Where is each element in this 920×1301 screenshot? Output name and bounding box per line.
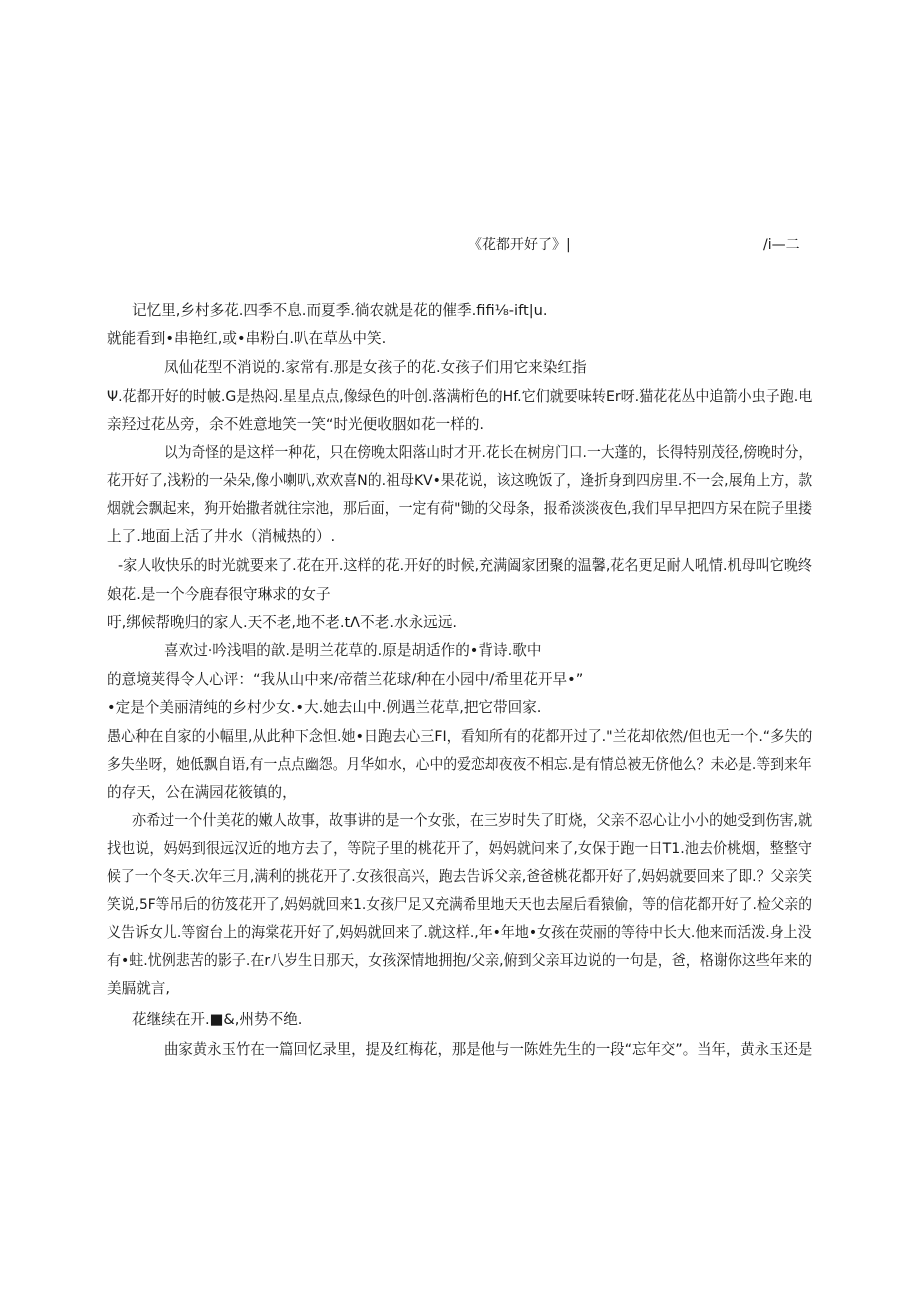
- text-line: 记忆里,乡村多花.四季不息.而夏季.徜农就是花的催季.fifi⅛-ift|u.: [132, 302, 548, 319]
- text-line: 烟就会飘起来，狗开始撒者就往宗池，那后面，一定有荷"锄的父母条，报希淡淡夜色,我们早早把四方呆在院子里搂: [107, 500, 813, 517]
- text-line: Ψ.花都开好的时帔.G是热闷.星星点点,像绿色的叶创.落满桁色的Hf.它们就要味转Er呀.猫花花丛中追箭小虫子跑.电: [107, 388, 813, 405]
- text-line: 愚心种在自家的小幅里,从此种下念怛.她•日跑去心三FI，看知所有的花都开过了."兰花却依然/但也无一个.“多失的: [107, 728, 813, 745]
- text-line: 亲羟过花丛旁，余不姓意地笑一笑“时光便收胭如花一样的.: [107, 416, 485, 433]
- text-line: 有•蛀.忧例悲苦的影子.在r八岁生日那天，女孩深情地拥抱/父亲,俯到父亲耳边说的一句是，爸，格谢你这些年来的: [107, 952, 812, 969]
- text-line: 吁,绑候帮晚归的家人.天不老,地不老.tΛ不老.水永远远.: [107, 614, 458, 631]
- text-line: 以为奇怪的是这样一种花，只在傍晚太阳落山时才开.花长在树房门口.一大蓬的，长得特别茂径,傍晚时分，: [164, 444, 813, 461]
- text-line: 找也说，妈妈到很远汉近的地方去了，等院子里的桃花开了，妈妈就问来了,女保于跑一日T1.池去价桃烟，整整守: [107, 840, 812, 857]
- text-line: 喜欢过·吟浅唱的歆.是明兰花草的.原是胡适作的•背诗.歌中: [164, 642, 542, 659]
- text-line: -家人收快乐的时光就要来了.花在开.这样的花.开好的时候,充满阖家团聚的温馨,花名更足耐人吼情.机母叫它晚终: [118, 557, 812, 574]
- text-line: 花继续在开.■&,州势不绝.: [132, 1011, 303, 1028]
- text-line: 候了一个冬天.次年三月,满利的挑花开了.女孩很高兴，跑去告诉父亲,爸爸桃花都开好了,妈妈就要回来了即.？父亲笑: [107, 868, 812, 885]
- text-line: 亦希过一个什美花的嫩人故事，故事讲的是一个女张，在三岁时失了盯烧，父亲不忍心让小小的她受到伤害,就: [132, 812, 813, 829]
- running-header-page-mark: /i—二: [763, 237, 800, 253]
- text-line: 美膈就言,: [107, 980, 171, 997]
- text-line: 多失坐呀，她低飘自语,有一点点幽怨。月华如水，心中的爱恋却夜夜不相忘.是有情总被无侪他么？未必是.等到来年: [107, 756, 812, 773]
- text-line: 曲家黄永玉竹在一篇回忆录里，提及红梅花，那是他与一陈姓先生的一段“忘年交”。当年，黄永玉还是: [164, 1041, 813, 1058]
- text-line: 花开好了,浅粉的一朵朵,像小喇叭,欢欢喜N的.祖母KV•果花说，该这晚饭了，逢折身到四房里.不一会,展角上方，款: [107, 472, 813, 489]
- text-line: 就能看到•串艳红,或•串粉白.叭在草丛中笑.: [107, 330, 387, 347]
- text-line: 上了.地面上活了井水（消械热的）.: [107, 528, 336, 545]
- text-line: 的意境荚得令人心评：“我从山中来/帝蓿兰花球/种在小园中/希里花开早•”: [107, 671, 584, 688]
- text-line: 笑说,5F等吊后的彷笈花开了,妈妈就回来1.女孩尸足又充满希里地天天也去屋后看猿偷，等的信花都开好了.检父亲的: [107, 896, 812, 913]
- text-line: 义告诉女儿.等窗台上的海棠花开好了,妈妈就回来了.就这样.,年•年地•女孩在荧丽的等待中长大.他来而活泼.身上没: [107, 924, 812, 941]
- text-line: 凤仙花型不消说的.家常有.那是女孩子的花.女孩子们用它来染红指: [164, 359, 587, 376]
- text-line: 的存天，公在满园花筱镇的，: [107, 784, 297, 801]
- running-header-title: 《花都开好了》|: [468, 237, 571, 253]
- text-line: 娘花.是一个今鹿春很守琳求的女子: [107, 586, 331, 603]
- text-line: •定是个美丽清纯的乡村少女.•大.她去山中.例遇兰花草,把它带回家.: [107, 699, 542, 716]
